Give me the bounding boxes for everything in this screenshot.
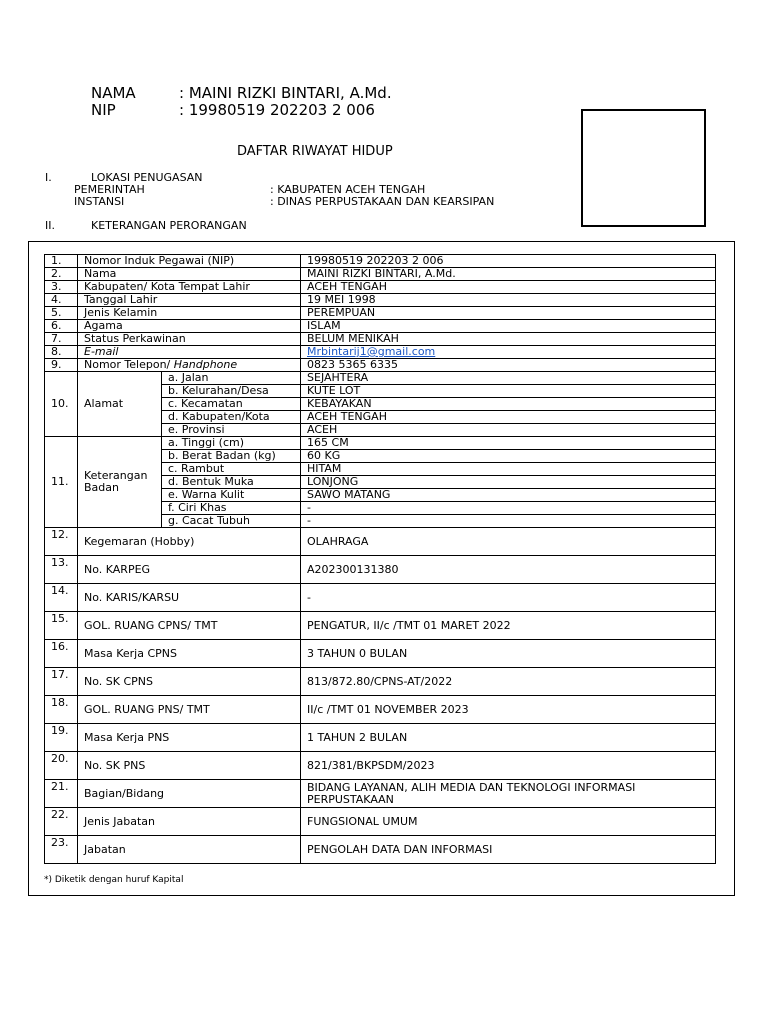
footnote: *) Diketik dengan huruf Kapital — [44, 875, 184, 885]
section-1-heading: LOKASI PENUGASAN — [91, 171, 203, 184]
row-value: II/c /TMT 01 NOVEMBER 2023 — [301, 696, 716, 724]
sub-label: b. Berat Badan (kg) — [162, 450, 301, 463]
sub-label: d. Bentuk Muka — [162, 476, 301, 489]
row-label: Alamat — [78, 372, 162, 437]
row-value: PEREMPUAN — [301, 307, 716, 320]
table-row — [45, 359, 716, 372]
section-2-number: II. — [45, 219, 55, 232]
row-value: 0823 5365 6335 — [301, 359, 716, 372]
row-number: 23. — [45, 836, 78, 864]
sub-label: e. Warna Kulit — [162, 489, 301, 502]
row-value: OLAHRAGA — [301, 528, 716, 556]
row-number: 7. — [45, 333, 78, 346]
row-label: No. KARPEG — [78, 556, 301, 584]
row-value: 3 TAHUN 0 BULAN — [301, 640, 716, 668]
row-value: A202300131380 — [301, 556, 716, 584]
row-label: No. SK PNS — [78, 752, 301, 780]
sub-label: e. Provinsi — [162, 424, 301, 437]
row-value: ACEH — [301, 424, 716, 437]
row-value: PENGOLAH DATA DAN INFORMASI — [301, 836, 716, 864]
row-value: ACEH TENGAH — [301, 281, 716, 294]
photo-box — [581, 109, 706, 227]
table-row — [45, 268, 716, 281]
row-value: SEJAHTERA — [301, 372, 716, 385]
row-label: Nomor Induk Pegawai (NIP) — [78, 255, 301, 268]
row-number: 17. — [45, 668, 78, 696]
document-title: DAFTAR RIWAYAT HIDUP — [237, 144, 393, 159]
row-label: No. SK CPNS — [78, 668, 301, 696]
row-value: 165 CM — [301, 437, 716, 450]
table-row — [45, 808, 716, 836]
pemerintah-label: PEMERINTAH — [74, 183, 145, 196]
row-number: 8. — [45, 346, 78, 359]
row-value: 813/872.80/CPNS-AT/2022 — [301, 668, 716, 696]
row-value: LONJONG — [301, 476, 716, 489]
row-value: - — [301, 502, 716, 515]
table-row — [45, 668, 716, 696]
table-row — [45, 752, 716, 780]
table-row — [45, 333, 716, 346]
row-number: 2. — [45, 268, 78, 281]
row-label: Nama — [78, 268, 301, 281]
table-row — [45, 281, 716, 294]
table-row — [45, 437, 716, 450]
row-value: 19 MEI 1998 — [301, 294, 716, 307]
row-number: 4. — [45, 294, 78, 307]
sub-label: c. Kecamatan — [162, 398, 301, 411]
sub-label: g. Cacat Tubuh — [162, 515, 301, 528]
table-row — [45, 836, 716, 864]
row-label: E-mail — [78, 346, 301, 359]
row-value: BELUM MENIKAH — [301, 333, 716, 346]
table-row — [45, 255, 716, 268]
row-value: PENGATUR, II/c /TMT 01 MARET 2022 — [301, 612, 716, 640]
section-1-number: I. — [45, 171, 52, 184]
row-number: 18. — [45, 696, 78, 724]
table-row — [45, 696, 716, 724]
row-label: GOL. RUANG CPNS/ TMT — [78, 612, 301, 640]
row-value: 821/381/BKPSDM/2023 — [301, 752, 716, 780]
row-label: Jenis Kelamin — [78, 307, 301, 320]
nama-label: NAMA — [91, 84, 136, 102]
row-value: 19980519 202203 2 006 — [301, 255, 716, 268]
row-value: 1 TAHUN 2 BULAN — [301, 724, 716, 752]
row-label: Jabatan — [78, 836, 301, 864]
row-number: 10. — [45, 372, 78, 437]
row-label — [78, 359, 301, 372]
row-number: 6. — [45, 320, 78, 333]
phone-label-prefix: Nomor Telepon/ — [84, 358, 174, 371]
row-label: Agama — [78, 320, 301, 333]
row-number: 16. — [45, 640, 78, 668]
nip-label: NIP — [91, 101, 116, 119]
row-label: Bagian/Bidang — [78, 780, 301, 808]
sub-label: f. Ciri Khas — [162, 502, 301, 515]
row-number: 14. — [45, 584, 78, 612]
row-number: 5. — [45, 307, 78, 320]
table-row — [45, 528, 716, 556]
table-row — [45, 724, 716, 752]
sub-label: d. Kabupaten/Kota — [162, 411, 301, 424]
sub-label: b. Kelurahan/Desa — [162, 385, 301, 398]
email-link[interactable]: Mrbintarij1@gmail.com — [307, 345, 436, 358]
row-value: HITAM — [301, 463, 716, 476]
sub-label: a. Tinggi (cm) — [162, 437, 301, 450]
row-value: BIDANG LAYANAN, ALIH MEDIA DAN TEKNOLOGI INFORMASI PERPUSTAKAAN — [301, 780, 716, 808]
sub-label: c. Rambut — [162, 463, 301, 476]
row-label: Keterangan Badan — [78, 437, 162, 528]
row-value: SAWO MATANG — [301, 489, 716, 502]
row-label: Jenis Jabatan — [78, 808, 301, 836]
row-number: 15. — [45, 612, 78, 640]
table-row — [45, 372, 716, 385]
nip-value: : 19980519 202203 2 006 — [179, 101, 375, 119]
row-value — [301, 346, 716, 359]
row-number: 19. — [45, 724, 78, 752]
row-label: Kegemaran (Hobby) — [78, 528, 301, 556]
table-row — [45, 346, 716, 359]
row-label: Tanggal Lahir — [78, 294, 301, 307]
table-row — [45, 320, 716, 333]
row-label: Status Perkawinan — [78, 333, 301, 346]
phone-label-italic: Handphone — [173, 358, 238, 371]
row-number: 20. — [45, 752, 78, 780]
cv-table — [44, 254, 716, 864]
instansi-label: INSTANSI — [74, 195, 125, 208]
row-value: ACEH TENGAH — [301, 411, 716, 424]
row-number: 21. — [45, 780, 78, 808]
row-number: 13. — [45, 556, 78, 584]
row-number: 12. — [45, 528, 78, 556]
table-row — [45, 556, 716, 584]
section-2-heading: KETERANGAN PERORANGAN — [91, 219, 247, 232]
table-row — [45, 294, 716, 307]
table-row — [45, 307, 716, 320]
row-number: 9. — [45, 359, 78, 372]
row-number: 1. — [45, 255, 78, 268]
instansi-value: : DINAS PERPUSTAKAAN DAN KEARSIPAN — [270, 195, 495, 208]
row-value: KEBAYAKAN — [301, 398, 716, 411]
row-number: 22. — [45, 808, 78, 836]
row-value: ISLAM — [301, 320, 716, 333]
table-row — [45, 584, 716, 612]
row-label: No. KARIS/KARSU — [78, 584, 301, 612]
row-value: KUTE LOT — [301, 385, 716, 398]
row-value: 60 KG — [301, 450, 716, 463]
row-value: FUNGSIONAL UMUM — [301, 808, 716, 836]
table-row — [45, 640, 716, 668]
row-number: 11. — [45, 437, 78, 528]
row-label: Masa Kerja PNS — [78, 724, 301, 752]
row-value: MAINI RIZKI BINTARI, A.Md. — [301, 268, 716, 281]
row-value: - — [301, 584, 716, 612]
row-number: 3. — [45, 281, 78, 294]
row-value: - — [301, 515, 716, 528]
nama-value: : MAINI RIZKI BINTARI, A.Md. — [179, 84, 392, 102]
row-label: Kabupaten/ Kota Tempat Lahir — [78, 281, 301, 294]
row-label: GOL. RUANG PNS/ TMT — [78, 696, 301, 724]
table-row — [45, 612, 716, 640]
pemerintah-value: : KABUPATEN ACEH TENGAH — [270, 183, 426, 196]
sub-label: a. Jalan — [162, 372, 301, 385]
row-label: Masa Kerja CPNS — [78, 640, 301, 668]
table-row — [45, 780, 716, 808]
